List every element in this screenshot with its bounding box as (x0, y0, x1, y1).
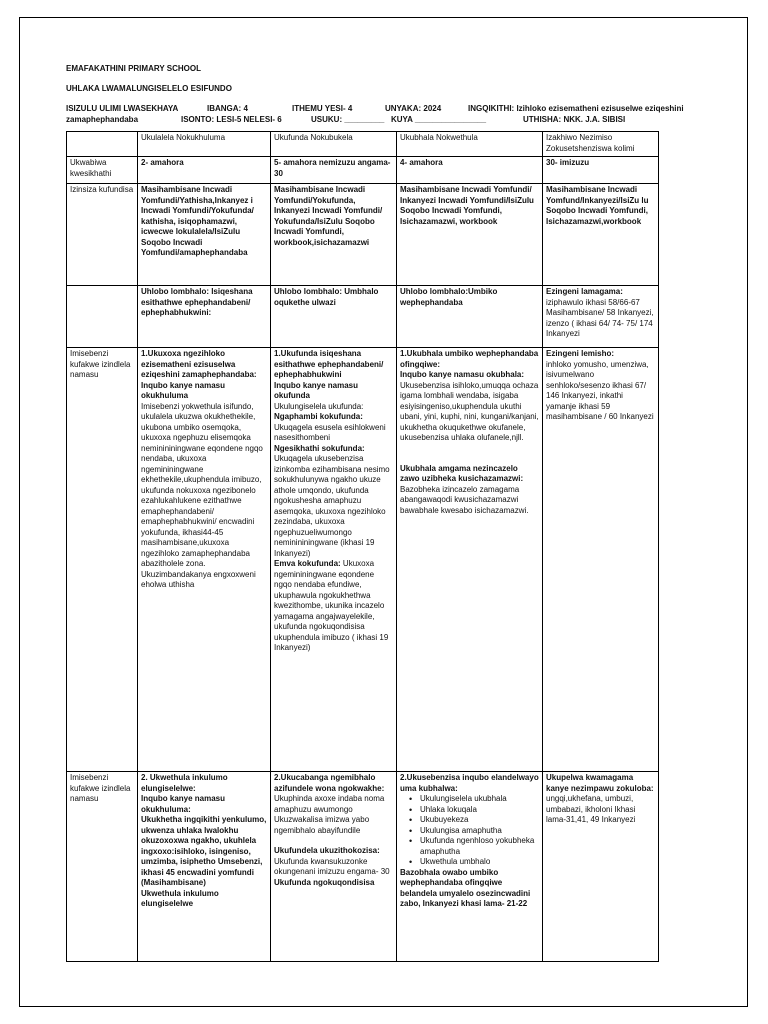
spelling-punctuation-title: Ukupelwa kwamagama kanye nezimpawu zokuloba: (546, 773, 654, 793)
activity-2-writing-tail: Bazobhala owabo umbiko wephephandaba ofingqiwe belandela umyalelo osezincwadini zabo, Inkanyezi khasi lama- 21-22 (400, 867, 531, 908)
meta-row-1 (66, 103, 756, 114)
topic-continuation: zamaphephandaba (66, 115, 139, 124)
spelling-punctuation-cell (543, 772, 659, 962)
comprehension-heading: Ukufunda ngokuqondisisa (274, 877, 375, 887)
activity-1-writing-subtitle: Inqubo kanye namasu okubhala: (400, 370, 525, 379)
date-from-field: USUKU: _________ (311, 115, 385, 124)
text-type-listening: Uhlobo lombhalo: Isiqeshana esithathwe ephephandabeni/ ephephabhukwini: (138, 286, 271, 348)
sentence-level-heading: Ezingeni lemisho: (546, 349, 615, 358)
after-reading-heading: Emva kokufunda: (274, 559, 341, 568)
resources-listening: Masihambisane Incwadi Yomfundi/Yathisha,Inkanyez i Incwadi Yomfundi/Yokufunda/ kathisha, isiqophamazwi, icwecwe lokulalela/IsiZulu Soqobo Incwadi Yomfundi/amaphephandaba (138, 184, 271, 286)
list-item: • Ukulungisa amaphutha (420, 826, 539, 837)
activity-2-reading-title: 2.Ukucabanga ngemibhalo azifundele wona ngokwakhe: (274, 773, 385, 793)
activities-row-1 (67, 348, 659, 772)
activity-1-listening-body: Imisebenzi yokwethula isifundo, ukulalela ukuzwa okukhethekile, ukubona umbiko osemqoka, ukuxoxa ngephuzu elisemqoka neminininingwane eqondene ngqo nendaba, ukuxoxa ngemininingwane ekhethekile,ukuphendula imibuzo, ukufunda nokuxoxa ngezibonelo ezahlukahlukene ezithathwe emaphephandabeni/ emaphephabhukwini/ encwadini yokufunda, ikhasi44-45 masihambisane,ukuxoxa ngezihloko zamaphephandaba abazitholele zona. Ukuzimbandakanya engxoxweni eholwa uthisha (141, 401, 263, 589)
sentence-level-body: inhloko yomusho, umenziwa, isivumelwano senhloko/sesenzo ikhasi 67/ 146 Inkanyezi, inkathi yamanje ikhasi 59 masihambisane / 60 Inkanyezi (546, 359, 654, 421)
text-type-writing: Uhlobo lombhalo:Umbiko wephephandaba (397, 286, 543, 348)
header-reading: Ukufunda Nokubukela (271, 132, 397, 157)
word-level-body: iziphawulo ikhasi 58/66-67 Masihambisane/ 58 Inkanyezi, izenzo ( ikhasi 64/ 74- 75/ 174 Inkanyezi (546, 297, 654, 338)
activities-row-2 (67, 772, 659, 962)
meta-row-2 (66, 114, 756, 125)
list-item: • Uhlaka lokuqala (420, 805, 539, 816)
after-reading-paragraph (274, 559, 393, 654)
date-to-field: KUYA ________________ (391, 115, 487, 124)
week-label: ISONTO: LESI-5 NELESI- 6 (181, 115, 282, 124)
topic-label: INGQIKITHI: Izihloko ezisematheni ezisuselwe eziqeshini (468, 104, 684, 113)
reading-for-pleasure-heading: Ukufundela ukuzithokozisa: (274, 846, 380, 855)
text-type-row (67, 286, 659, 348)
activity-2-listening (138, 772, 271, 962)
word-level-heading: Ezingeni lamagama: (546, 287, 623, 296)
during-reading-heading: Ngesikhathi sokufunda: (274, 443, 365, 453)
header-language-structures: Izakhiwo Nezimiso Zokusetshenziswa kolimi (543, 132, 659, 157)
table-header-row (67, 132, 659, 157)
spacer (400, 444, 539, 454)
activity-1-reading (271, 348, 397, 772)
word-level-cell (543, 286, 659, 348)
activity-1-writing-body: Ukusebenzisa isihloko,umuqqa ochaza igama lombhali wendaba, isigaba esiyisingeniso,ukuphendula ukuthi ubani, yini, kuphi, nini, kungani/kanjani, ukukhetha okuqukethwe okufanele, ukusebenzisa uhlaka olufanele,njll. (400, 380, 539, 442)
writing-process-list (400, 794, 539, 868)
activity-2-listening-tail: Ukwethula inkulumo elungiselelwe (141, 888, 219, 908)
row-label-resources: Izinsiza kufundisa (67, 184, 138, 286)
reading-for-pleasure-body: Ukufunda kwansukuzonke okungenani imizuzu engama- 30 (274, 856, 390, 876)
activity-1-writing (397, 348, 543, 772)
activity-1-reading-prep: Ukulungiselela ukufunda: (274, 401, 364, 411)
spacer (274, 836, 393, 846)
activity-2-listening-subtitle: Inqubo kanye namasu okukhuluma: (141, 794, 226, 814)
list-item: • Ukufunda ngenhloso yokubheka amaphutha (420, 836, 539, 857)
activity-2-reading-body: Ukuphinda axoxe indaba noma amaphuzu awumongo Ukuzwakalisa imizwa yabo ngemibhalo abayifundile (274, 794, 385, 835)
grade-label: IBANGA: 4 (207, 104, 248, 113)
activity-1-writing-paragraph (400, 370, 539, 444)
time-language: 30- imizuzu (543, 157, 659, 184)
time-allocation-row (67, 157, 659, 184)
term-label: ITHEMU YESI- 4 (292, 104, 353, 113)
year-label: UNYAKA: 2024 (385, 104, 442, 113)
activity-1-reading-subtitle: Inqubo kanye namasu okufunda (274, 380, 359, 400)
list-item: • Ukwethula umbhalo (420, 857, 539, 868)
resources-row (67, 184, 659, 286)
before-reading-heading: Ngaphambi kokufunda: (274, 412, 363, 421)
activity-2-reading (271, 772, 397, 962)
spelling-punctuation-body: ungqi,ukhefana, umbuzi, umbabazi, ikholoni Ikhasi lama-31,41, 49 Inkanyezi (546, 794, 636, 824)
row-label-activities-2: Imisebenzi kufakwe izindlela namasu (67, 772, 138, 962)
text-type-reading: Uhlobo lombhalo: Umbhalo oqukethe ulwazi (271, 286, 397, 348)
time-writing: 4- amahora (397, 157, 543, 184)
activity-1-listening-subtitle: Inqubo kanye namasu okukhuluma (141, 380, 226, 400)
resources-writing: Masihambisane Incwadi Yomfundi/ Inkanyezi Incwadi Yomfundi/IsiZulu Soqobo Incwadi Yomfundi, Isichazamazwi, workbook (397, 184, 543, 286)
time-listening: 2- amahora (138, 157, 271, 184)
activity-2-writing-title: 2.Ukusebenzisa inqubo elandelwayo uma kubhalwa: (400, 773, 539, 793)
activity-2-writing (397, 772, 543, 962)
document-title: UHLAKA LWAMALUNGISELELO ESIFUNDO (66, 84, 232, 93)
school-name: EMAFAKATHINI PRIMARY SCHOOL (66, 64, 201, 73)
activity-2-listening-body: Ukukhetha ingqikithi yenkulumo, ukwenza uhlaka lwalokhu okuzoxoxwa ngakho, ukuhlela ingxoxo:isihloko, isingeniso, umzimba, isiphetho Umsebenzi, ikhasi 45 encwadini yomfundi (Masihambisane) (141, 815, 267, 887)
resources-language: Masihambisane Incwadi Yomfund/Inkanyezi/IsiZu lu Soqobo Incwadi Yomfundi, Isichazamazwi,workbook (543, 184, 659, 286)
list-item: • Ukulungiselela ukubhala (420, 794, 539, 805)
subject-label: ISIZULU ULIMI LWASEKHAYA (66, 104, 179, 113)
activity-1-writing-title: 1.Ukubhala umbiko wephephandaba ofingqiwe: (400, 349, 539, 369)
lesson-plan-table (66, 131, 659, 962)
activity-1-reading-title: 1.Ukufunda isiqeshana esithathwe ephephandabeni/ ephephabhukwini (274, 349, 384, 379)
activity-2-listening-title: 2. Ukwethula inkulumo elungiselelwe: (141, 773, 228, 793)
text-type-label-empty (67, 286, 138, 348)
header-writing: Ukubhala Nokwethula (397, 132, 543, 157)
activity-1-listening (138, 348, 271, 772)
before-reading-body: Ukuqagela esusela esihlokweni nasesithombeni (274, 422, 386, 442)
row-label-activities-1: Imisebenzi kufakwe izindlela namasu (67, 348, 138, 772)
teacher-label: UTHISHA: NKK. J.A. SIBISI (523, 115, 626, 124)
list-item: • Ukubuyekeza (420, 815, 539, 826)
header-cell-empty (67, 132, 138, 157)
resources-reading: Masihambisane Incwadi Yomfundi/Yokufunda, Inkanyezi Incwadi Yomfundi/ Yokufunda/IsiZulu Soqobo Incwadi Yomfundi, workbook,isichazamazwi (271, 184, 397, 286)
during-reading-body: Ukuqagela ukusebenzisa izinkomba ezihambisana nesimo sokukhulunywa ngakho ukuze athole umqondo, ukufunda ngokushesha amaphuzu asemqoka, ukuxoxa ngezihloko zezindaba, ukuxoxa ngephuzueliwumongo neminininingwane (ikhasi 19 Inkanyezi) (274, 454, 390, 558)
dictionary-task-body: Bazobheka izincazelo zamagama abangawaqodi kwusichazamazwi bawabhale kwesabo isichazamazwi. (400, 484, 529, 515)
row-label-time: Ukwabiwa kwesikhathi (67, 157, 138, 184)
header-listening: Ukulalela Nokukhuluma (138, 132, 271, 157)
time-reading: 5- amahora nemizuzu angama- 30 (271, 157, 397, 184)
dictionary-task-title: Ukubhala amgama nezincazelo zawo uzibheka kusichazamazwi: (400, 463, 524, 483)
spacer (400, 454, 539, 464)
after-reading-body: Ukuxoxa ngemininingwane eqondene ngqo nendaba efundiwe, ukuphawula ngokukhethwa kwezithombe, ukunika incazelo yamagama angajwayelekile, ukufunda ngokuqondisisa ukuphendula imibuzo ( ikhasi 19 Inkanyezi) (274, 559, 389, 652)
document-header (66, 62, 756, 125)
activity-1-listening-title: 1.Ukuxoxa ngezihloko ezisematheni ezisuselwa eziqeshini zamaphephandaba: (141, 349, 257, 379)
sentence-level-cell (543, 348, 659, 772)
